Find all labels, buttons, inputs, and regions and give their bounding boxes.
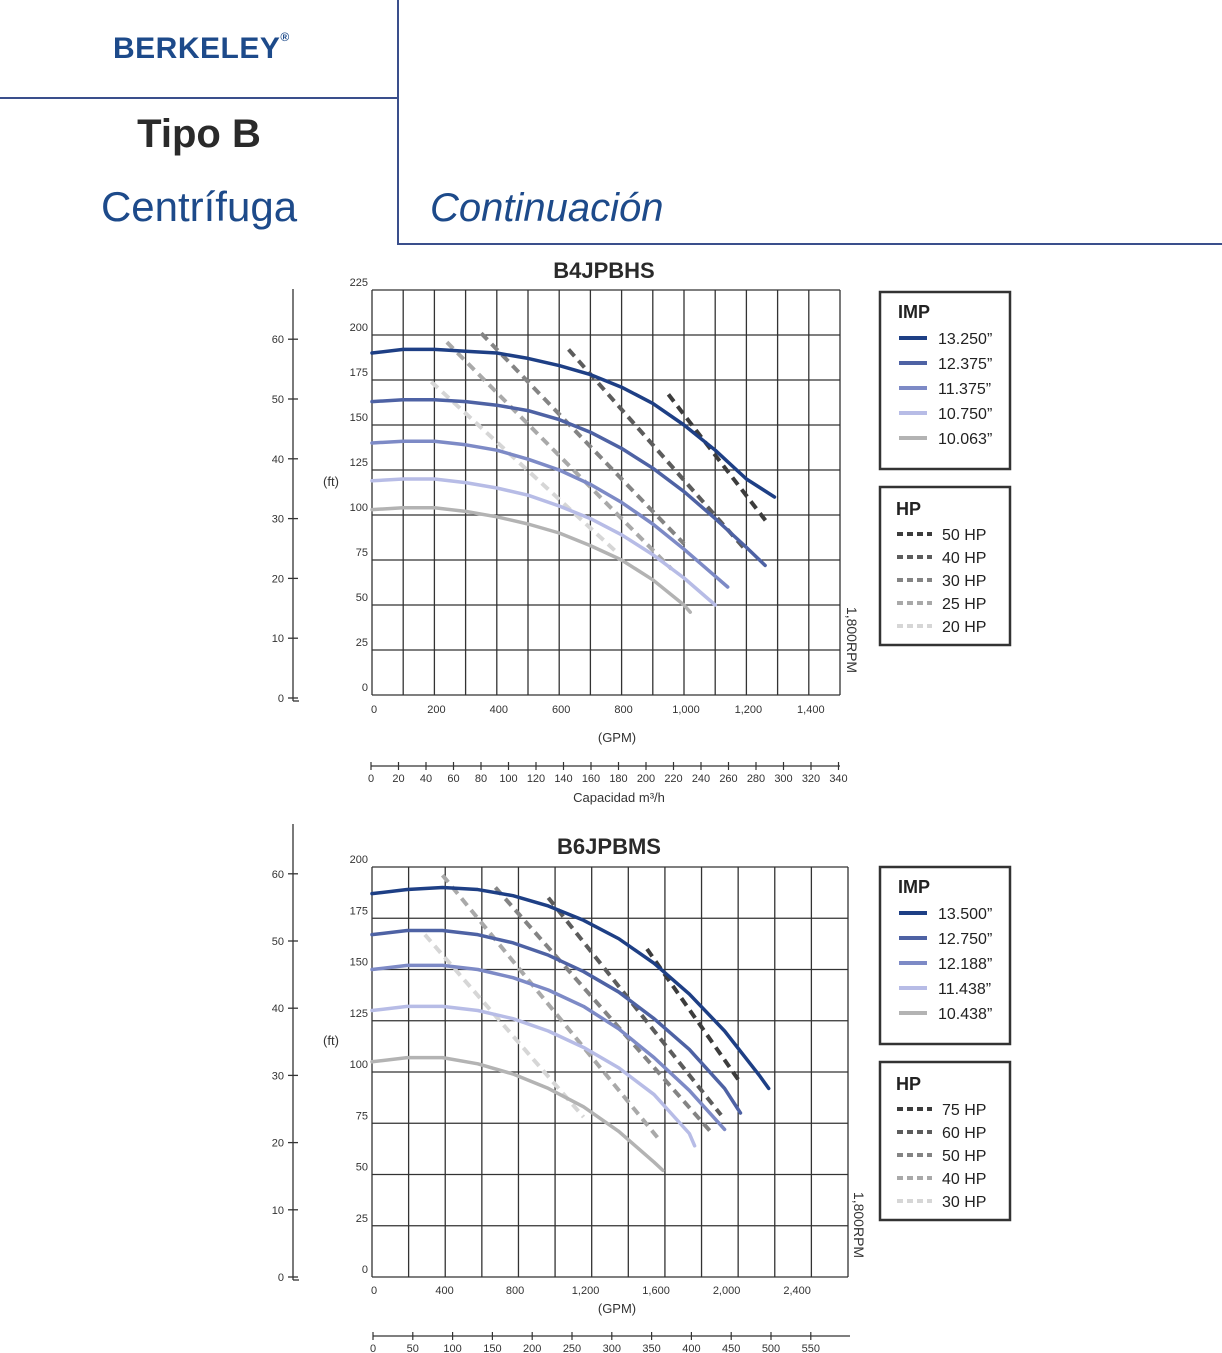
chart2-title: B6JPBMS (557, 834, 661, 859)
chart1-m3h-tick-label: 340 (829, 773, 848, 785)
chart2-ytick-label: 75 (355, 1110, 368, 1123)
continuation-label: Continuación (430, 186, 664, 230)
chart2-hp-line-60-hp (548, 898, 721, 1115)
chart2-ytick-label: 25 (355, 1212, 368, 1225)
chart2-ytick-label: 0 (361, 1264, 368, 1276)
chart1-xtick-label: 1,400 (797, 704, 825, 716)
chart2-xlabel: (GPM) (597, 1301, 637, 1316)
chart2-imp-legend-label: 11.438” (938, 981, 992, 998)
chart2-hp-line-50-hp (495, 888, 712, 1134)
chart1-meters-tick-label: 40 (271, 453, 284, 466)
chart1-ytick-label: 0 (361, 682, 368, 694)
chart1-hp-line-40-hp (569, 349, 744, 547)
chart1-hp-legend-title: HP (896, 499, 922, 519)
chart1-xtick-label: 800 (614, 704, 633, 716)
chart1-ylabel: (ft) (323, 474, 339, 489)
chart2-ytick-label: 150 (349, 956, 368, 969)
chart2-m3h-tick-label: 150 (483, 1343, 502, 1353)
chart2-ytick-label: 175 (349, 905, 368, 918)
chart1-meters-tick-label: 0 (277, 693, 284, 705)
chart1-xtick-label: 200 (427, 704, 446, 716)
chart2-imp-curve-3 (372, 965, 725, 1129)
chart1-xtick-label: 400 (489, 704, 508, 716)
chart1-m3h-tick-label: 120 (526, 773, 546, 785)
chart2-hp-legend-label: 30 HP (942, 1194, 987, 1211)
chart2-imp-legend-label: 13.500” (938, 906, 993, 923)
chart1-m3h-tick-label: 180 (609, 773, 628, 785)
chart2-xtick-label: 0 (370, 1285, 378, 1297)
chart1-m3h-tick-label: 80 (474, 773, 488, 785)
chart1-hp-legend-label: 50 HP (942, 527, 987, 544)
chart1-meters-tick-label: 50 (271, 394, 284, 406)
chart2-grid (372, 867, 848, 1277)
chart2-imp-legend-title: IMP (898, 877, 931, 897)
chart1-imp-legend-label: 10.063” (938, 431, 993, 448)
chart2-ylabel: (ft) (323, 1033, 339, 1048)
chart1-ytick-label: 25 (355, 637, 368, 649)
chart2-meters-tick-label: 30 (271, 1070, 284, 1083)
chart2-meters-tick-label: 40 (271, 1003, 284, 1016)
chart1-ytick-label: 125 (349, 457, 368, 469)
chart1-imp-legend-label: 10.750” (938, 406, 993, 423)
chart2-m3h-tick-label: 450 (722, 1343, 741, 1353)
chart1-hp-line-20-hp (431, 382, 615, 551)
chart1-meters-tick-label: 20 (271, 573, 284, 586)
chart2-xtick-label: 2,400 (783, 1285, 811, 1297)
chart2-imp-legend-label: 12.188” (938, 956, 993, 973)
chart2-imp-curve-5 (372, 1058, 663, 1171)
chart1-xtick-label: 1,200 (734, 704, 763, 716)
chart1-ytick-label: 175 (349, 367, 368, 379)
chart1-ytick-label: 50 (355, 592, 368, 604)
chart1-m3h-tick-label: 100 (499, 773, 518, 785)
chart1-imp-legend-title: IMP (898, 302, 931, 322)
chart1-m3h-tick-label: 300 (774, 773, 793, 785)
chart1-imp-legend-label: 11.375” (938, 381, 992, 398)
chart1-ytick-label: 225 (349, 277, 368, 289)
chart1-m3h-tick-label: 320 (801, 773, 821, 785)
chart2-meters-tick-label: 10 (271, 1204, 284, 1217)
chart2-hp-legend-label: 40 HP (942, 1171, 987, 1188)
chart1-xtick-label: 1,000 (672, 704, 700, 716)
chart2-hp-legend-label: 75 HP (942, 1102, 987, 1119)
chart1-m3h-tick-label: 220 (664, 773, 683, 785)
chart1-ytick-label: 75 (355, 547, 368, 559)
chart2-meters-tick-label: 50 (271, 936, 284, 948)
chart2-m3h-tick-label: 0 (369, 1343, 377, 1353)
chart1-ytick-label: 150 (349, 412, 368, 424)
chart2-meters-tick-label: 0 (277, 1272, 284, 1284)
chart2-m3h-tick-label: 250 (562, 1343, 582, 1353)
chart1-meters-tick-label: 10 (271, 633, 284, 646)
chart2-xtick-label: 1,200 (571, 1285, 600, 1297)
chart2-xtick-label: 2,000 (712, 1285, 741, 1297)
chart2-imp-legend-label: 12.750” (938, 931, 993, 948)
chart2-m3h-tick-label: 400 (682, 1343, 701, 1353)
brand-name: BERKELEY (113, 32, 281, 65)
chart1-xtick-label: 0 (370, 704, 378, 716)
chart2-xtick-label: 800 (505, 1285, 525, 1297)
chart1-m3h-tick-label: 60 (447, 773, 460, 785)
chart1-imp-legend-label: 13.250” (938, 331, 993, 348)
chart2-ytick-label: 50 (355, 1161, 368, 1174)
chart1-imp-legend-label: 12.375” (938, 356, 993, 373)
chart2-hp-legend-title: HP (896, 1074, 922, 1094)
chart2-hp-line-40-hp (443, 875, 658, 1137)
chart2-ytick-label: 125 (349, 1007, 368, 1020)
chart2-m3h-tick-label: 50 (406, 1343, 419, 1353)
chart1-rpm-label: 1,800RPM (844, 606, 860, 674)
chart2-xtick-label: 1,600 (642, 1285, 670, 1297)
chart1-xtick-label: 600 (552, 704, 571, 716)
chart1-m3h-tick-label: 240 (691, 773, 711, 785)
chart1-m3h-tick-label: 140 (554, 773, 573, 785)
chart2-meters-tick-label: 20 (271, 1137, 284, 1150)
chart2-m3h-tick-label: 350 (642, 1343, 661, 1353)
chart1-title: B4JPBHS (553, 258, 655, 283)
pump-subtitle: Centrífuga (100, 183, 298, 230)
chart1-m3h-tick-label: 160 (581, 773, 601, 785)
chart1-imp-curve-3 (372, 441, 728, 587)
chart2-hp-legend-label: 50 HP (942, 1148, 987, 1165)
chart1-hp-legend-label: 30 HP (942, 573, 987, 590)
chart2-ytick-label: 200 (349, 854, 368, 866)
chart1-hp-legend-label: 40 HP (942, 550, 987, 567)
chart1-hp-legend-label: 25 HP (942, 596, 987, 613)
chart2-rpm-label: 1,800RPM (851, 1191, 867, 1259)
chart2-m3h-tick-label: 300 (602, 1343, 621, 1353)
chart2-m3h-tick-label: 100 (443, 1343, 462, 1353)
chart2-ytick-label: 100 (349, 1059, 368, 1071)
chart1-ytick-label: 200 (349, 322, 368, 334)
chart1-m3h-tick-label: 280 (746, 773, 766, 785)
chart1-m3h-tick-label: 0 (367, 773, 375, 785)
chart2-m3h-tick-label: 200 (523, 1343, 542, 1353)
chart1-m3h-tick-label: 200 (636, 773, 656, 785)
chart1-meters-tick-label: 60 (271, 334, 284, 347)
chart2-m3h-tick-label: 550 (801, 1343, 820, 1353)
type-title: Tipo B (137, 112, 261, 156)
chart1-m3h-label: Capacidad m³/h (573, 790, 665, 805)
chart1-m3h-tick-label: 20 (392, 773, 405, 785)
chart1-m3h-tick-label: 40 (419, 773, 433, 785)
chart2-m3h-tick-label: 500 (761, 1343, 781, 1353)
chart1-imp-curve-4 (372, 479, 715, 605)
chart2-imp-legend-label: 10.438” (938, 1006, 993, 1023)
chart1-m3h-tick-label: 260 (719, 773, 738, 785)
chart1-ytick-label: 100 (349, 502, 368, 514)
chart2-meters-tick-label: 60 (271, 868, 284, 881)
chart1-xlabel: (GPM) (597, 730, 637, 745)
chart2-xtick-label: 400 (435, 1285, 454, 1297)
chart2-hp-legend-label: 60 HP (942, 1125, 987, 1142)
registered-mark: ® (280, 30, 290, 44)
chart1-hp-legend-label: 20 HP (942, 619, 987, 636)
chart1-meters-tick-label: 30 (271, 513, 284, 526)
